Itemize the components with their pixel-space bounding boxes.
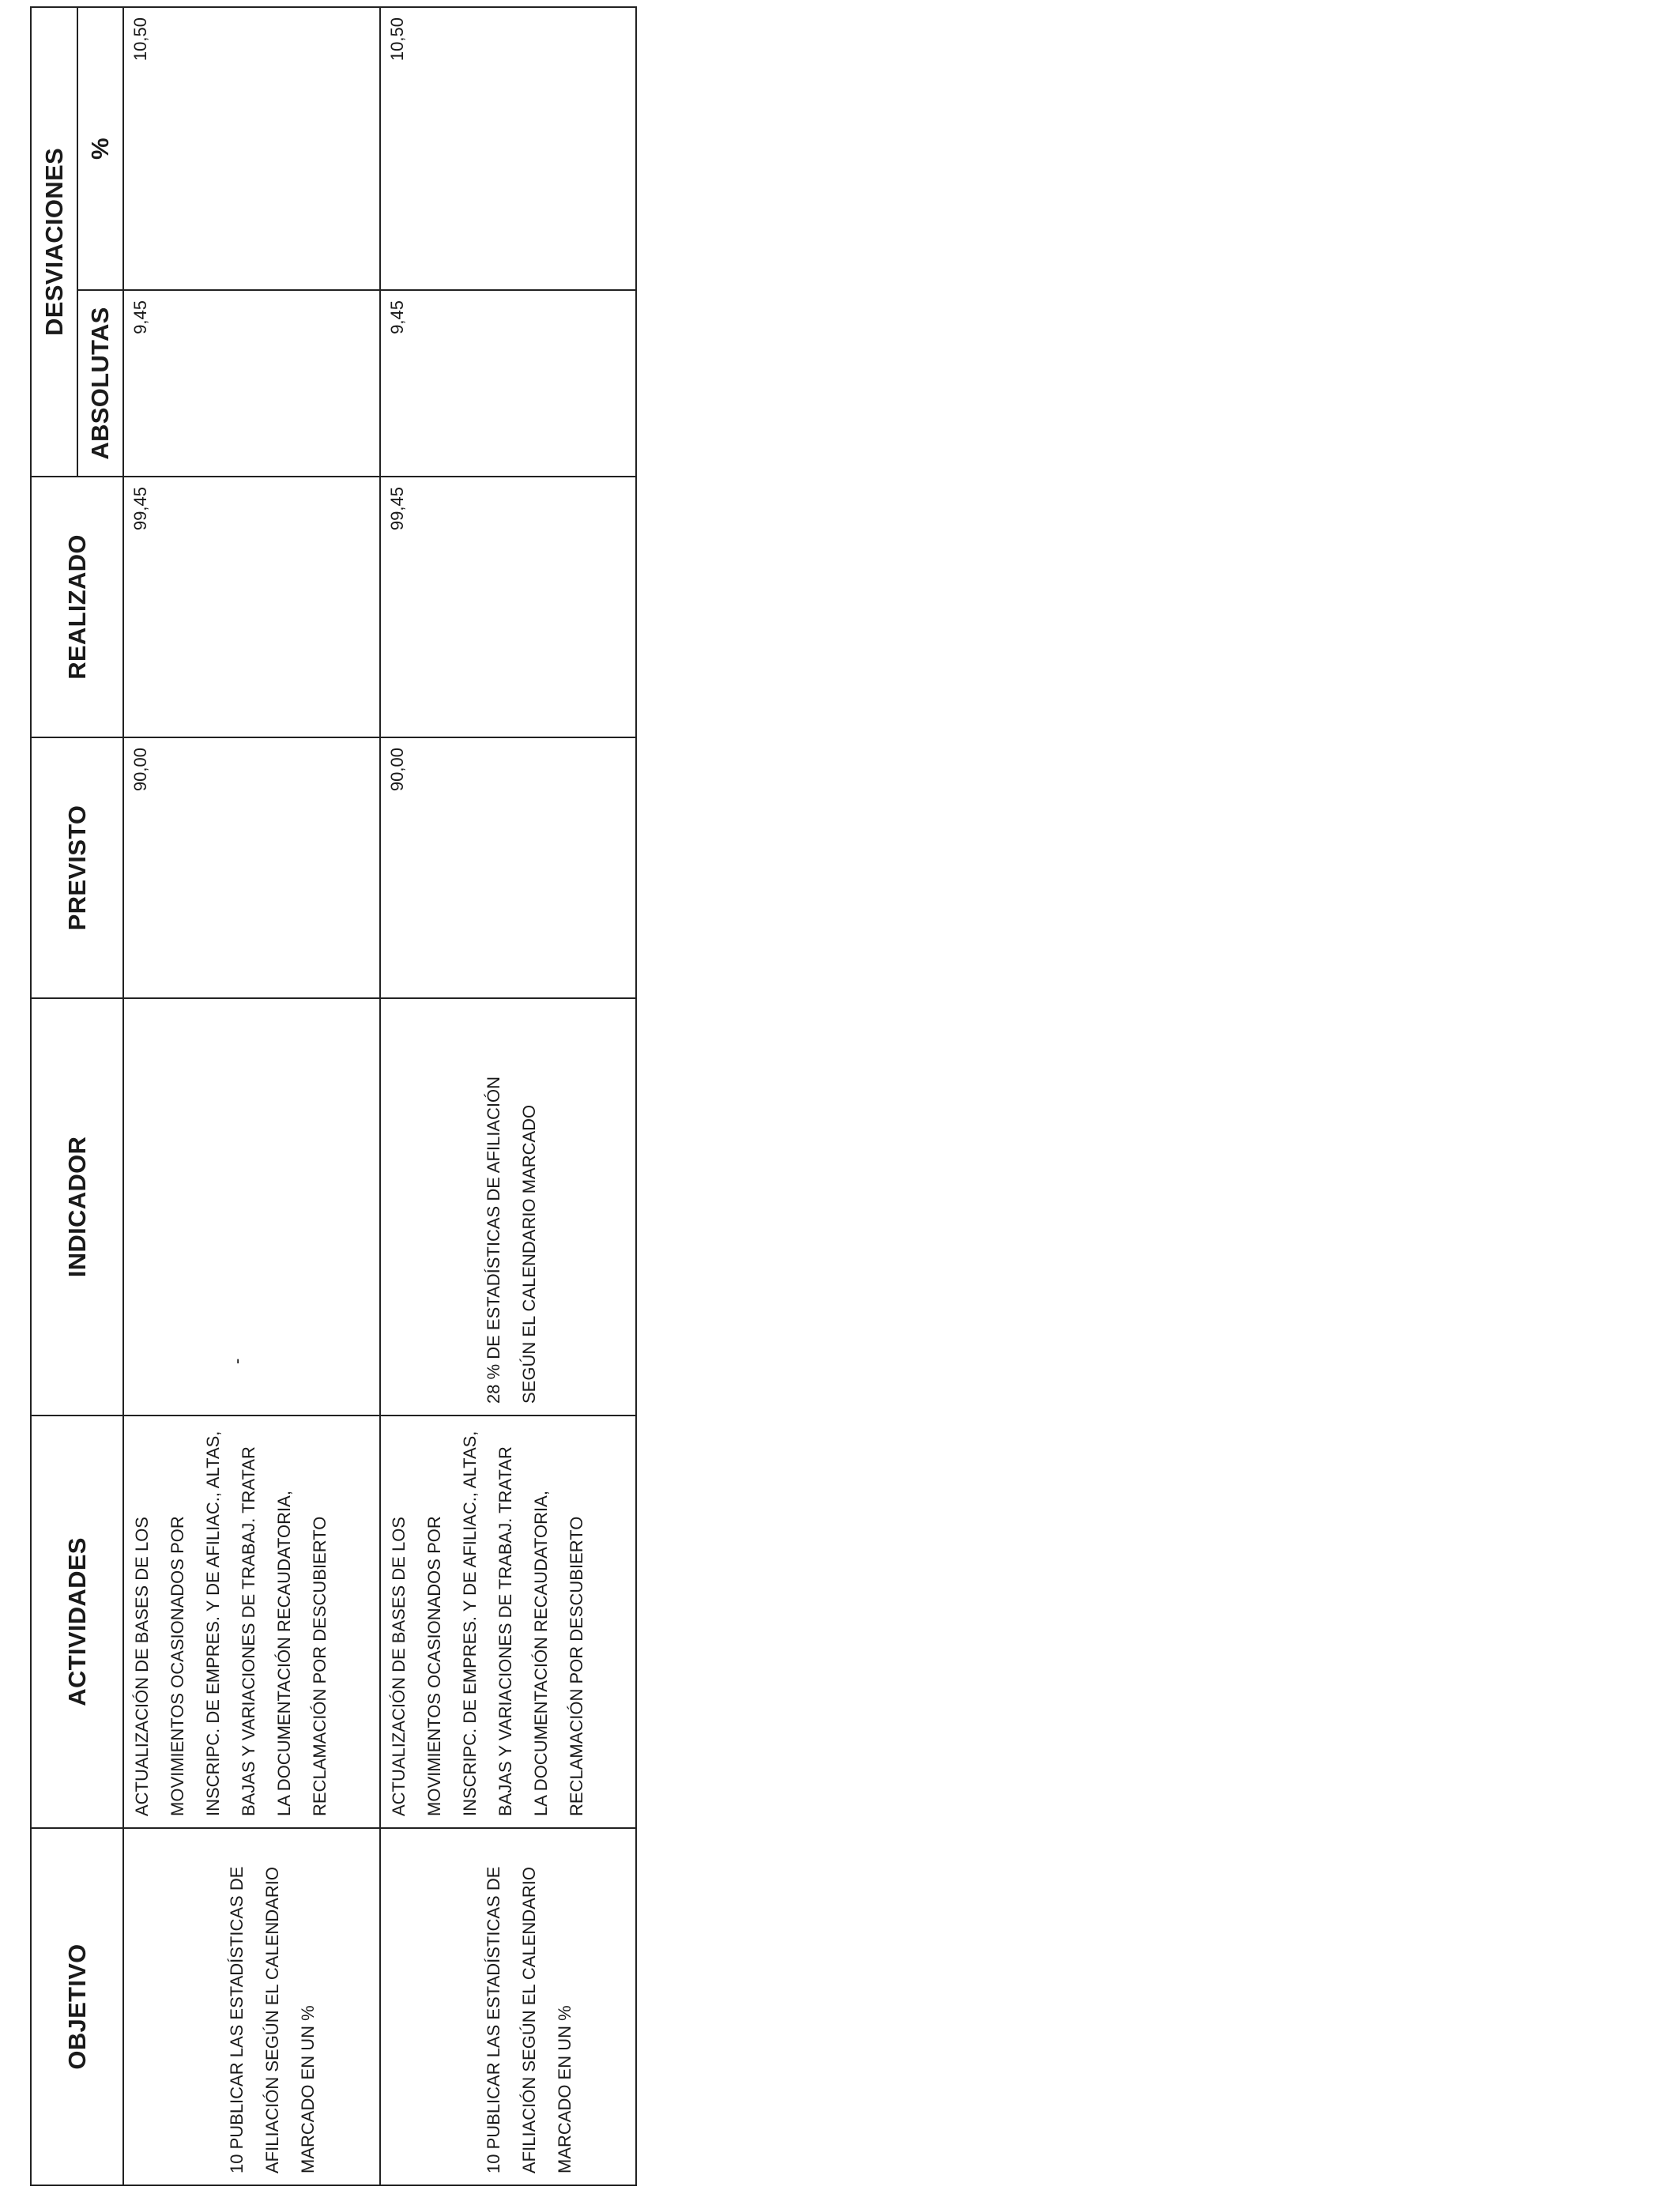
cell-realizado xyxy=(123,477,380,737)
cell-previsto xyxy=(123,737,380,998)
header-actividades: ACTIVIDADES xyxy=(31,1416,123,1828)
porcentaje-value: 10,50 xyxy=(130,17,150,62)
cell-indicador xyxy=(123,998,380,1416)
cell-actividades xyxy=(380,1416,637,1828)
indicador-text: - xyxy=(227,1358,247,1364)
report-table xyxy=(30,6,637,2186)
cell-objetivo xyxy=(123,1828,380,2185)
actividades-text: ACTUALIZACIÓN DE BASES DE LOS MOVIMIENTOS OCASIONADOS POR INSCRIPC. DE EMPRES. Y DE AFILIAC., ALTAS, BAJAS Y VARIACIONES DE TRABAJ. TRATAR LA DOCUMENTACIÓN RECAUDATORIA, RECLAMACIÓN POR DESCUBIERTO xyxy=(388,1431,586,1816)
header-desviaciones: DESVIACIONES xyxy=(31,7,77,477)
previsto-value: 90,00 xyxy=(130,748,150,792)
header-absolutas: ABSOLUTAS xyxy=(77,290,123,477)
cell-absolutas xyxy=(380,290,637,477)
rotated-report xyxy=(30,8,637,2186)
header-previsto: PREVISTO xyxy=(31,737,123,998)
absolutas-value: 9,45 xyxy=(386,300,407,334)
header-realizado: REALIZADO xyxy=(31,477,123,737)
realizado-value: 99,45 xyxy=(130,487,150,531)
realizado-value: 99,45 xyxy=(386,487,407,531)
previsto-value: 90,00 xyxy=(386,748,407,792)
cell-previsto xyxy=(380,737,637,998)
cell-indicador xyxy=(380,998,637,1416)
porcentaje-value: 10,50 xyxy=(386,17,407,62)
actividades-text: ACTUALIZACIÓN DE BASES DE LOS MOVIMIENTOS OCASIONADOS POR INSCRIPC. DE EMPRES. Y DE AFILIAC., ALTAS, BAJAS Y VARIACIONES DE TRABAJ. TRATAR LA DOCUMENTACIÓN RECAUDATORIA, RECLAMACIÓN POR DESCUBIERTO xyxy=(132,1431,330,1816)
cell-realizado xyxy=(380,477,637,737)
objetivo-text: 10 PUBLICAR LAS ESTADÍSTICAS DE AFILIACIÓN SEGÚN EL CALENDARIO MARCADO EN UN % xyxy=(227,1866,318,2173)
cell-porcentaje xyxy=(380,7,637,290)
header-objetivo: OBJETIVO xyxy=(31,1828,123,2185)
header-indicador: INDICADOR xyxy=(31,998,123,1416)
cell-objetivo xyxy=(380,1828,637,2185)
cell-porcentaje xyxy=(123,7,380,290)
header-row xyxy=(31,7,77,2185)
header-porcentaje: % xyxy=(77,7,123,290)
cell-absolutas xyxy=(123,290,380,477)
absolutas-value: 9,45 xyxy=(130,300,150,334)
data-row xyxy=(380,7,637,2185)
data-row xyxy=(123,7,380,2185)
objetivo-text: 10 PUBLICAR LAS ESTADÍSTICAS DE AFILIACIÓN SEGÚN EL CALENDARIO MARCADO EN UN % xyxy=(483,1866,574,2173)
indicador-text: 28 % DE ESTADÍSTICAS DE AFILIACIÓN SEGÚN EL CALENDARIO MARCADO xyxy=(483,1076,539,1404)
cell-actividades xyxy=(123,1416,380,1828)
